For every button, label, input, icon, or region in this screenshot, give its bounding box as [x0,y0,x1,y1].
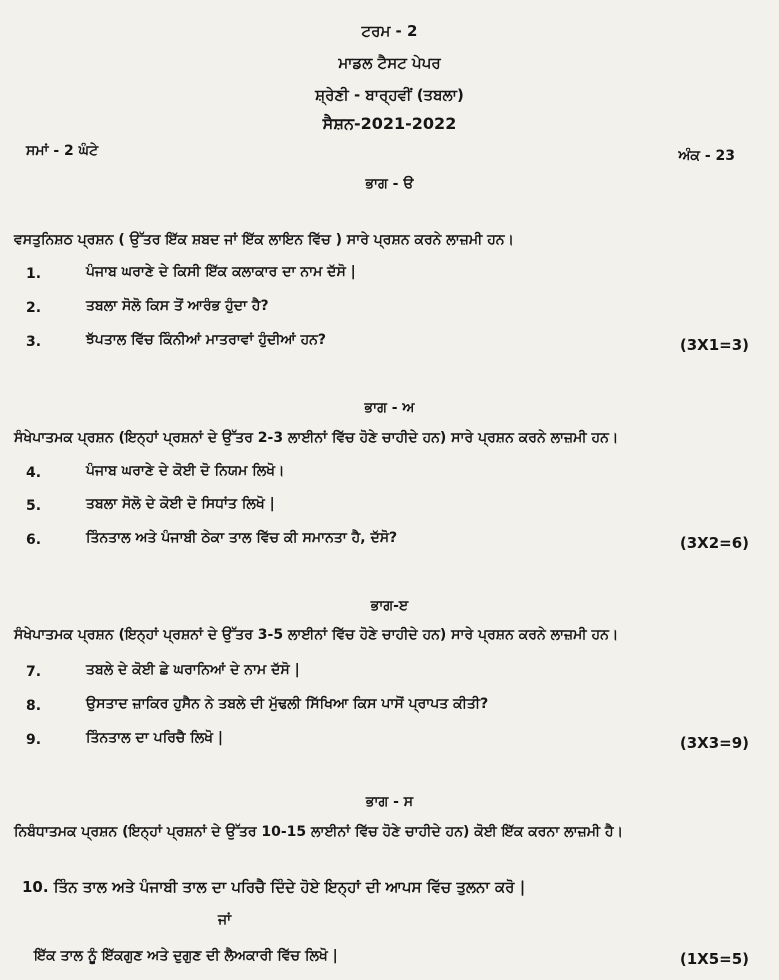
question-text: ਤਬਲਾ ਸੋਲੋ ਕਿਸ ਤੋਂ ਆਰੰਭ ਹੁੰਦਾ ਹੈ? [86,298,269,314]
section-title: ਭਾਗ - ੳ [365,176,414,192]
question-number: 6. [26,532,42,548]
question-text: ਤਬਲਾ ਸੋਲੋ ਦੇ ਕੋਈ ਦੋ ਸਿਧਾਂਤ ਲਿਖੋ | [86,496,275,512]
class-label: ਸ਼੍ਰੇਣੀ - ਬਾਰ੍ਹਵੀਂ (ਤਬਲਾ) [315,86,464,104]
session-label: ਸੈਸ਼ਨ-2021-2022 [322,114,457,133]
section-instruction: ਸੰਖੇਪਾਤਮਕ ਪ੍ਰਸ਼ਨ (ਇਨ੍ਹਾਂ ਪ੍ਰਸ਼ਨਾਂ ਦੇ ਉੱਤਰ 2-3 ਲਾਈਨਾਂ ਵਿੱਚ ਹੋਣੇ ਚਾਹੀਦੇ ਹਨ) ਸਾਰੇ ਪ੍ਰਸ਼ਨ ਕਰਨੇ ਲਾਜ਼ਮੀ ਹਨ। [14,430,619,446]
total-marks: ਅੰਕ - 23 [678,148,735,164]
question-number: 8. [26,698,42,714]
term-label: ਟਰਮ - 2 [361,22,418,40]
section-title: ਭਾਗ-ੲ [370,598,409,614]
question-text: ਝੱਪਤਾਲ ਵਿੱਚ ਕਿੰਨੀਆਂ ਮਾਤਰਾਵਾਂ ਹੁੰਦੀਆਂ ਹਨ? [86,332,327,348]
question-number: 9. [26,732,42,748]
section-marks: (3X2=6) [679,534,749,552]
section-instruction: ਵਸਤੁਨਿਸ਼ਠ ਪ੍ਰਸ਼ਨ ( ਉੱਤਰ ਇੱਕ ਸ਼ਬਦ ਜਾਂ ਇੱਕ ਲਾਇਨ ਵਿੱਚ ) ਸਾਰੇ ਪ੍ਰਸ਼ਨ ਕਰਨੇ ਲਾਜ਼ਮੀ ਹਨ। [14,232,514,248]
time-label: ਸਮਾਂ - 2 ਘੰਟੇ [26,143,99,159]
or-label: ਜਾਂ [218,912,232,928]
section-title: ਭਾਗ - ਸ [365,794,414,810]
question-text: ਤਬਲੇ ਦੇ ਕੋਈ ਛੇ ਘਰਾਨਿਆਂ ਦੇ ਨਾਮ ਦੱਸੋ | [86,662,300,678]
paper-title: ਮਾਡਲ ਟੈਸਟ ਪੇਪਰ [338,54,441,72]
question-number: 4. [26,465,42,481]
question-text: ਪੰਜਾਬ ਘਰਾਣੇ ਦੇ ਕੋਈ ਦੋ ਨਿਯਮ ਲਿਖੋ। [86,463,285,479]
section-title: ਭਾਗ - ਅ [364,400,415,416]
section-marks: (3X3=9) [679,734,749,752]
question-text: ਤਿੰਨਤਾਲ ਦਾ ਪਰਿਚੈ ਲਿਖੋ | [86,730,224,746]
question-text: ਤਿੰਨਤਾਲ ਅਤੇ ਪੰਜਾਬੀ ਠੇਕਾ ਤਾਲ ਵਿੱਚ ਕੀ ਸਮਾਨਤਾ ਹੈ, ਦੱਸੋ? [86,530,398,546]
question-text: 10. ਤਿੰਨ ਤਾਲ ਅਤੇ ਪੰਜਾਬੀ ਤਾਲ ਦਾ ਪਰਿਚੈ ਦਿੰਦੇ ਹੋਏ ਇਨ੍ਹਾਂ ਦੀ ਆਪਸ ਵਿੱਚ ਤੁਲਨਾ ਕਰੋ | [22,878,526,896]
question-number: 3. [26,334,42,350]
question-number: 5. [26,498,42,514]
section-marks: (1X5=5) [679,950,749,968]
question-number: 7. [26,664,42,680]
question-text: ਪੰਜਾਬ ਘਰਾਣੇ ਦੇ ਕਿਸੀ ਇੱਕ ਕਲਾਕਾਰ ਦਾ ਨਾਮ ਦੱਸੋ | [86,264,356,280]
question-number: 1. [26,266,42,282]
section-marks: (3X1=3) [679,336,749,354]
question-text: ਉਸਤਾਦ ਜ਼ਾਕਿਰ ਹੁਸੈਨ ਨੇ ਤਬਲੇ ਦੀ ਮੁੱਢਲੀ ਸਿੱਖਿਆ ਕਿਸ ਪਾਸੋਂ ਪ੍ਰਾਪਤ ਕੀਤੀ? [86,696,489,712]
question-number: 2. [26,300,42,316]
question-text: ਇੱਕ ਤਾਲ ਨੂੰ ਇੱਕਗੁਣ ਅਤੇ ਦੁਗੁਣ ਦੀ ਲੈਅਕਾਰੀ ਵਿੱਚ ਲਿਖੋ | [34,948,338,964]
section-instruction: ਨਿਬੰਧਾਤਮਕ ਪ੍ਰਸ਼ਨ (ਇਨ੍ਹਾਂ ਪ੍ਰਸ਼ਨਾਂ ਦੇ ਉੱਤਰ 10-15 ਲਾਈਨਾਂ ਵਿੱਚ ਹੋਣੇ ਚਾਹੀਦੇ ਹਨ) ਕੋਈ ਇੱਕ ਕਰਨਾ ਲਾਜ਼ਮੀ ਹੈ। [14,824,624,840]
section-instruction: ਸੰਖੇਪਾਤਮਕ ਪ੍ਰਸ਼ਨ (ਇਨ੍ਹਾਂ ਪ੍ਰਸ਼ਨਾਂ ਦੇ ਉੱਤਰ 3-5 ਲਾਈਨਾਂ ਵਿੱਚ ਹੋਣੇ ਚਾਹੀਦੇ ਹਨ) ਸਾਰੇ ਪ੍ਰਸ਼ਨ ਕਰਨੇ ਲਾਜ਼ਮੀ ਹਨ। [14,627,619,643]
